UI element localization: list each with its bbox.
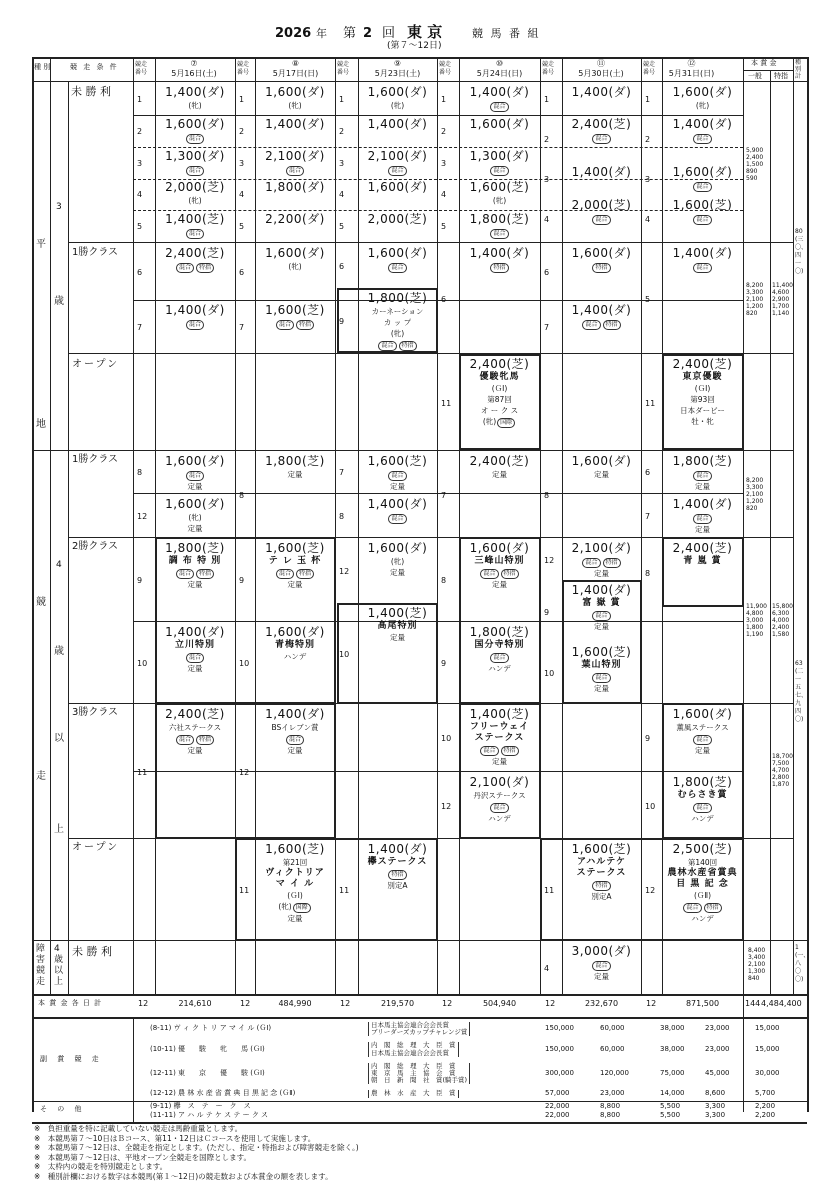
race-number: 1 — [239, 95, 245, 104]
race-number: 4 — [441, 190, 447, 199]
race-number: 9 — [239, 576, 245, 585]
fuku-value: 300,000 — [545, 1068, 574, 1077]
race-number: 6 — [645, 468, 651, 477]
sonota-value: 8,800 — [600, 1111, 621, 1119]
race-number: 9 — [645, 734, 651, 743]
race-number: 4 — [339, 190, 345, 199]
race-cell: 1,600(芝) (牝) — [469, 180, 530, 205]
class-1win-3: 1勝クラス — [72, 247, 119, 258]
race-number: 10 — [645, 801, 656, 811]
header-shubetsu-kei: 種別計 — [795, 59, 802, 80]
race-number: 8 — [645, 569, 651, 578]
fuku-race: (10-11) 優 駿 牝 馬 (ＧⅠ) — [150, 1044, 265, 1053]
section-age3: 3 — [56, 202, 62, 212]
prize-c14: 8,200 3,300 2,100 1,200 820 — [746, 477, 764, 512]
title-suffix: 競 馬 番 組 — [472, 27, 541, 40]
race-number: 2 — [339, 127, 345, 136]
shubetsu-kei-a: 80 (三〇、四一〇) — [795, 228, 808, 275]
day-date: 5月16日(土) — [171, 69, 217, 78]
race-number: 8 — [239, 490, 245, 500]
prize-c24b: 15,800 6,300 4,000 2,400 1,580 — [772, 603, 793, 638]
race-number: 6 — [137, 268, 143, 277]
day-number: ⑧ — [291, 59, 300, 68]
header-bango: 競走 番号 — [135, 61, 148, 76]
class-2win-4: 2勝クラス — [72, 541, 119, 552]
sonota-value: 3,300 — [705, 1102, 726, 1110]
sonota-value: 5,500 — [660, 1102, 681, 1110]
race-cell: 1,600(芝) テ レ 玉 杯 混合 特指 定量 — [265, 541, 325, 589]
header-bango: 競走 番号 — [542, 61, 555, 76]
race-number: 3 — [137, 159, 143, 168]
race-cell: 1,400(ダ) (牝) — [165, 85, 225, 110]
sonota-label: そ の 他 — [40, 1105, 86, 1113]
race-number: 5 — [137, 222, 143, 231]
note-line: ※ 本競馬第７～12日は、全競走を指定とします。(ただし、指定・特指および障害競走を除く。) — [34, 1143, 359, 1153]
race-cell: 2,000(芝) 混合 — [571, 198, 632, 223]
title-sub: (第７～12日) — [387, 41, 442, 51]
total-value: 232,670 — [584, 999, 619, 1008]
race-cell: 1,600(芝) 葉山特別 混合 定量 — [571, 645, 632, 693]
day-number: ⑦ — [190, 59, 198, 68]
note-line: ※ 本競馬第７～12日は、平地オープン全競走を国際とします。 — [34, 1152, 252, 1162]
race-cell: 2,400(芝) 混合 — [571, 117, 632, 142]
grand-v: 4,484,400 — [761, 999, 802, 1008]
race-number: 7 — [544, 323, 550, 332]
prize-c24a: 11,900 4,800 3,000 1,800 1,190 — [746, 603, 767, 638]
race-number: 4 — [239, 190, 245, 199]
race-cell: 1,300(ダ) 混合 — [469, 149, 530, 174]
race-cell: 1,400(ダ) — [367, 117, 428, 131]
race-number: 2 — [544, 135, 550, 144]
race-number: 4 — [544, 215, 550, 224]
race-cell: 2,100(ダ) 混合 — [367, 149, 428, 174]
day-date: 5月31日(日) — [668, 69, 715, 78]
race-number: 1 — [544, 95, 550, 104]
fuku-donors: 内 閣 総 理 大 臣 賞 東 京 馬 主 協 会 賞 朝 日 新 聞 社 賞(騎手賞) — [368, 1063, 470, 1085]
race-cell: 1,400(ダ) — [571, 85, 632, 99]
race-number: 10 — [544, 669, 555, 678]
section-kyo: 競 — [36, 597, 46, 608]
race-cell: 1,400(ダ) BSイレブン賞 混合 定量 — [265, 707, 325, 755]
race-cell: 1,400(ダ) 混合 — [672, 246, 733, 271]
race-number: 4 — [645, 215, 651, 224]
race-cell: 1,800(ダ) — [265, 180, 325, 194]
race-cell: 1,600(ダ) 薫風ステークス 混合 定量 — [672, 707, 733, 755]
header-ippan: 一般 — [748, 72, 762, 80]
race-number: 11 — [544, 886, 555, 895]
race-number: 12 — [645, 886, 656, 895]
section-shogai-age: 4歳以上 — [54, 944, 64, 987]
day-number: ⑩ — [495, 59, 504, 68]
note-line: ※ 本競馬第７～10日はＢコース、第11・12日はＣコースを使用して実施します。 — [34, 1133, 316, 1143]
race-number: 12 — [544, 555, 555, 565]
race-number: 11 — [645, 398, 656, 408]
race-cell: 1,600(ダ) (牝) 定量 — [165, 497, 225, 533]
fuku-value: 150,000 — [545, 1044, 574, 1053]
race-cell: 1,400(芝) フリーウェイ ステークス 混合 特指 定量 — [469, 707, 530, 766]
race-cell: 1,600(ダ) 混合 — [672, 165, 733, 190]
race-number: 12 — [239, 767, 250, 777]
race-cell: 2,400(芝) 六社ステークス 混合 特指 定量 — [165, 707, 225, 755]
race-number: 11 — [441, 398, 452, 408]
day-number: ⑨ — [393, 59, 402, 68]
race-number: 1 — [645, 95, 651, 104]
fuku-value: 60,000 — [600, 1044, 625, 1053]
total-count: 12 — [646, 999, 657, 1008]
race-number: 1 — [339, 95, 345, 104]
race-number: 4 — [137, 190, 143, 199]
race-cell: 1,600(ダ) (牝) — [265, 85, 325, 110]
title-kai-num: 2 — [363, 26, 373, 41]
race-number: 6 — [544, 268, 550, 277]
race-cell: 1,400(ダ) 立川特別 混合 定量 — [165, 625, 225, 673]
total-value: 219,570 — [380, 999, 415, 1008]
title-dai: 第 — [343, 26, 357, 41]
fuku-race: (8-11) ヴ ィ ク ト リ ア マ イ ル (ＧⅠ) — [150, 1024, 272, 1033]
title-kai: 回 — [382, 26, 396, 41]
race-cell: 1,600(芝) 混合 定量 — [367, 454, 428, 491]
race-cell: 1,600(ダ) 定量 — [571, 454, 632, 479]
race-cell: 1,800(芝) 混合 定量 — [672, 454, 733, 491]
race-cell: 1,600(ダ) 混合 定量 — [165, 454, 225, 491]
prize-c13b: 11,400 4,600 2,900 1,700 1,140 — [772, 282, 793, 317]
race-cell: 3,000(ダ) 混合 定量 — [571, 944, 632, 981]
race-number: 7 — [239, 323, 245, 332]
race-cell: 1,400(ダ) 混合 — [469, 85, 530, 110]
prize-sho: 8,400 3,400 2,100 1,300 840 — [748, 947, 766, 982]
race-number: 12 — [441, 801, 452, 811]
fuku-value: 8,600 — [705, 1089, 726, 1097]
race-cell: 2,500(芝) 第140回 農林水産省賞典 目 黒 記 念 (ＧⅡ) 混合 特指 ハンデ — [667, 842, 738, 923]
sonota-value: 5,500 — [660, 1111, 681, 1119]
race-cell: 1,600(ダ) (牝) — [672, 85, 733, 110]
fuku-value: 23,000 — [705, 1024, 730, 1033]
race-cell: 1,400(ダ) 欅ステークス 特指 別定A — [367, 842, 428, 890]
race-number: 8 — [441, 576, 447, 585]
fuku-value: 45,000 — [705, 1068, 730, 1077]
race-number: 4 — [544, 964, 550, 973]
class-3win-4: 3勝クラス — [72, 707, 119, 718]
sonota-value: 22,000 — [545, 1111, 570, 1119]
race-cell: 1,400(芝) 高尾特別 定量 — [367, 606, 428, 642]
race-number: 9 — [339, 317, 345, 326]
fukushokin-label: 副 賞 競 走 — [40, 1055, 103, 1063]
race-cell: 1,400(ダ) 混合 — [672, 117, 733, 142]
race-cell: 1,800(芝) カーネーション カ ッ プ (牝) 混合 特指 — [367, 291, 428, 349]
header-honshokin: 本 賞 金 — [751, 59, 777, 67]
sonota-value: 2,200 — [755, 1102, 776, 1110]
race-number: 9 — [441, 659, 447, 668]
fuku-donors: 日本馬主協会連合会会長賞 ブリーダーズカップチャレンジ賞 — [368, 1022, 470, 1036]
fuku-donors: 内 閣 総 理 大 臣 賞 日本馬主協会連合会会長賞 — [368, 1042, 459, 1056]
race-cell: 2,100(ダ) 混合 — [265, 149, 325, 174]
race-cell: 1,600(ダ) — [367, 180, 428, 194]
sonota-race: (9-11) 欅 ス テ ー ク ス — [150, 1102, 251, 1110]
sonota-value: 2,200 — [755, 1111, 776, 1119]
race-number: 2 — [441, 127, 447, 136]
day-date: 5月17日(日) — [272, 69, 319, 78]
race-cell: 1,800(芝) 定量 — [265, 454, 325, 479]
header-bango: 競走 番号 — [337, 61, 350, 76]
class-mishori-3: 未 勝 利 — [71, 85, 111, 98]
total-value: 504,940 — [482, 999, 517, 1008]
race-cell: 2,000(芝) — [367, 212, 428, 226]
race-number: 5 — [645, 294, 651, 304]
sonota-value: 3,300 — [705, 1111, 726, 1119]
title-nen: 年 — [316, 27, 327, 40]
fuku-value: 15,000 — [755, 1024, 780, 1033]
total-count: 12 — [340, 999, 351, 1008]
race-cell: 1,400(ダ) 富 嶽 賞 混合 定量 — [571, 583, 632, 631]
race-number: 12 — [137, 512, 148, 521]
day-date: 5月24日(日) — [476, 69, 523, 78]
note-line: ※ 負担重量を特に記載していない競走は馬齢重量とします。 — [34, 1124, 243, 1133]
race-cell: 1,600(ダ) 混合 — [367, 246, 428, 271]
section-sai2: 歳 — [54, 646, 64, 657]
race-number: 10 — [137, 659, 148, 668]
class-1win-4: 1勝クラス — [72, 454, 119, 465]
prize-mishori3: 5,900 2,400 1,500 890 590 — [746, 147, 764, 182]
race-cell: 1,400(ダ) 混合 — [367, 497, 428, 522]
race-number: 1 — [137, 95, 143, 104]
race-number: 3 — [544, 175, 550, 184]
day-date: 5月23日(土) — [374, 69, 421, 78]
race-number: 10 — [441, 734, 452, 743]
title-year: 2026 — [275, 26, 312, 41]
race-number: 7 — [645, 512, 651, 521]
section-hei: 平 — [36, 239, 46, 250]
fuku-value: 120,000 — [600, 1068, 629, 1077]
race-number: 3 — [339, 159, 345, 168]
race-cell: 1,400(ダ) 混合 定量 — [672, 497, 733, 534]
fuku-value: 57,000 — [545, 1089, 570, 1097]
note-line: ※ 種別計欄における数字は本競馬(第１～12日)の競走数および本賞金の額を表します。 — [34, 1172, 333, 1181]
prize-c34: 18,700 7,500 4,700 2,800 1,870 — [772, 753, 793, 788]
total-value: 484,990 — [278, 999, 312, 1008]
day-number: ⑪ — [597, 59, 605, 68]
race-number: 5 — [441, 222, 447, 231]
title-venue: 東 京 — [407, 23, 443, 41]
class-open-4: オープン — [72, 842, 120, 853]
race-number: 12 — [339, 567, 350, 576]
day-date: 5月30日(土) — [578, 69, 624, 78]
grand-n: 144 — [745, 999, 761, 1008]
race-number: 11 — [239, 886, 250, 895]
race-number: 1 — [441, 95, 447, 104]
shubetsu-kei-c: 1 (一、八〇〇) — [795, 944, 810, 983]
race-cell: 1,400(ダ) 特指 — [469, 246, 530, 271]
race-cell: 1,600(ダ) 混合 — [165, 117, 225, 142]
race-cell: 1,600(ダ) 三峰山特別 混合 特指 定量 — [469, 541, 530, 589]
race-cell: 1,800(芝) 国分寺特別 混合 ハンデ — [469, 625, 530, 673]
race-number: 7 — [339, 468, 345, 477]
race-cell: 1,600(芝) アハルテケ ステークス 特指 別定A — [571, 842, 632, 901]
section-sai: 歳 — [54, 296, 64, 307]
race-cell: 1,400(ダ) 混合 特指 — [571, 303, 632, 328]
fuku-value: 23,000 — [600, 1089, 625, 1097]
race-number: 7 — [137, 323, 143, 332]
race-number: 6 — [339, 262, 345, 271]
total-count: 12 — [240, 999, 251, 1008]
race-number: 9 — [137, 576, 143, 585]
race-cell: 1,600(芝) 第21回 ヴィクトリア マ イ ル (ＧⅠ) (牝) 国際 定量 — [265, 842, 325, 923]
section-ijo: 以 — [54, 733, 64, 744]
section-ue: 上 — [54, 824, 64, 835]
race-number: 3 — [239, 159, 245, 168]
race-cell: 1,600(ダ) 特指 — [571, 246, 632, 271]
fuku-value: 75,000 — [660, 1068, 685, 1077]
class-mishori-sho: 未 勝 利 — [72, 945, 112, 958]
race-cell: 1,600(芝) 混合 — [672, 198, 733, 223]
race-number: 8 — [339, 512, 345, 521]
header-tokushi: 特指 — [774, 72, 788, 80]
sonota-value: 22,000 — [545, 1102, 570, 1110]
section-age4: 4 — [56, 560, 62, 570]
race-number: 8 — [544, 490, 550, 500]
race-number: 5 — [339, 222, 345, 231]
note-line: ※ 太枠内の競走を特別競走とします。 — [34, 1162, 168, 1172]
fuku-value: 60,000 — [600, 1024, 625, 1033]
race-number: 6 — [441, 294, 447, 304]
race-cell: 2,400(芝) 青 嵐 賞 — [672, 541, 733, 566]
race-cell: 2,400(芝) 定量 — [469, 454, 530, 479]
race-cell: 2,000(芝) (牝) — [165, 180, 225, 205]
section-chi: 地 — [36, 419, 46, 430]
race-number: 5 — [239, 222, 245, 231]
race-cell: 2,100(ダ) 混合 特指 定量 — [571, 541, 632, 578]
header-bango: 競走 番号 — [439, 61, 452, 76]
race-cell: 2,200(ダ) — [265, 212, 325, 226]
race-number: 10 — [339, 649, 350, 659]
race-number: 10 — [239, 659, 250, 668]
total-value: 871,500 — [685, 999, 720, 1008]
total-value: 214,610 — [178, 999, 212, 1008]
shubetsu-kei-b: 63 (二一五七、九四〇) — [795, 660, 808, 723]
race-cell: 2,400(芝) 優駿牝馬 (ＧⅠ) 第87回 オ ー ク ス (牝) 国際 — [469, 357, 530, 426]
race-number: 3 — [441, 159, 447, 168]
race-cell: 1,400(芝) 混合 — [165, 212, 225, 237]
race-cell: 1,600(ダ) 青梅特別 ハンデ — [265, 625, 325, 661]
total-count: 12 — [138, 999, 149, 1008]
race-cell: 2,400(芝) 混合 特指 — [165, 246, 225, 271]
race-number: 7 — [441, 490, 447, 500]
race-cell: 1,600(芝) 混合 特指 — [265, 303, 325, 328]
prize-c13a: 8,200 3,300 2,100 1,200 820 — [746, 282, 764, 317]
class-open-3: オープン — [72, 359, 120, 370]
race-number: 9 — [544, 607, 550, 617]
race-cell: 1,600(ダ) (牝) — [367, 85, 428, 110]
fuku-value: 150,000 — [545, 1024, 574, 1033]
header-joken: 競 走 条 件 — [70, 63, 119, 71]
sonota-race: (11-11) ア ハ ル テ ケ ス テ ー ク ス — [150, 1111, 269, 1119]
fuku-value: 30,000 — [755, 1068, 780, 1077]
totals-label: 本 賞 金 各 日 計 — [38, 999, 103, 1007]
race-cell: 1,800(芝) 混合 — [469, 212, 530, 237]
header-bango: 競走 番号 — [237, 61, 250, 76]
race-number: 11 — [137, 767, 148, 777]
section-shogai: 障害競走 — [36, 944, 46, 987]
race-number: 6 — [239, 268, 245, 277]
header-bango: 競走 番号 — [643, 61, 656, 76]
race-number: 2 — [239, 127, 245, 136]
race-cell: 1,400(ダ) — [571, 165, 632, 179]
sonota-value: 8,800 — [600, 1102, 621, 1110]
fuku-value: 15,000 — [755, 1044, 780, 1053]
fuku-race: (12-12) 農 林 水 産 省 賞 典 目 黒 記 念 (ＧⅡ) — [150, 1089, 296, 1097]
section-so: 走 — [36, 771, 46, 782]
fuku-donors: 農 林 水 産 大 臣 賞 — [368, 1090, 459, 1097]
header-shubetsu: 種 別 — [34, 63, 51, 71]
race-cell: 1,600(ダ) (牝) 定量 — [367, 541, 428, 577]
race-cell: 1,600(ダ) (牝) — [265, 246, 325, 271]
fuku-value: 38,000 — [660, 1044, 685, 1053]
race-number: 3 — [645, 175, 651, 184]
fuku-race: (12-11) 東 京 優 駿 (ＧⅠ) — [150, 1068, 265, 1077]
race-cell: 2,400(芝) 東京優駿 (ＧⅠ) 第93回 日本ダービー 牡・牝 — [672, 357, 733, 426]
race-number: 11 — [339, 886, 350, 895]
day-number: ⑫ — [687, 59, 696, 68]
total-count: 12 — [545, 999, 556, 1008]
fuku-value: 38,000 — [660, 1024, 685, 1033]
race-cell: 1,800(芝) 調 布 特 別 混合 特指 定量 — [165, 541, 225, 589]
total-count: 12 — [442, 999, 453, 1008]
race-number: 8 — [137, 468, 143, 477]
race-cell: 1,400(ダ) — [265, 117, 325, 131]
race-cell: 2,100(ダ) 丹沢ステークス 混合 ハンデ — [469, 775, 530, 823]
fuku-value: 5,700 — [755, 1089, 776, 1097]
fuku-value: 23,000 — [705, 1044, 730, 1053]
race-cell: 1,400(ダ) 混合 — [165, 303, 225, 328]
race-cell: 1,600(ダ) — [469, 117, 530, 131]
race-number: 2 — [137, 127, 143, 136]
race-cell: 1,300(ダ) 混合 — [165, 149, 225, 174]
fuku-value: 14,000 — [660, 1089, 685, 1097]
race-number: 2 — [645, 135, 651, 144]
race-cell: 1,800(芝) むらさき賞 混合 ハンデ — [672, 775, 733, 823]
